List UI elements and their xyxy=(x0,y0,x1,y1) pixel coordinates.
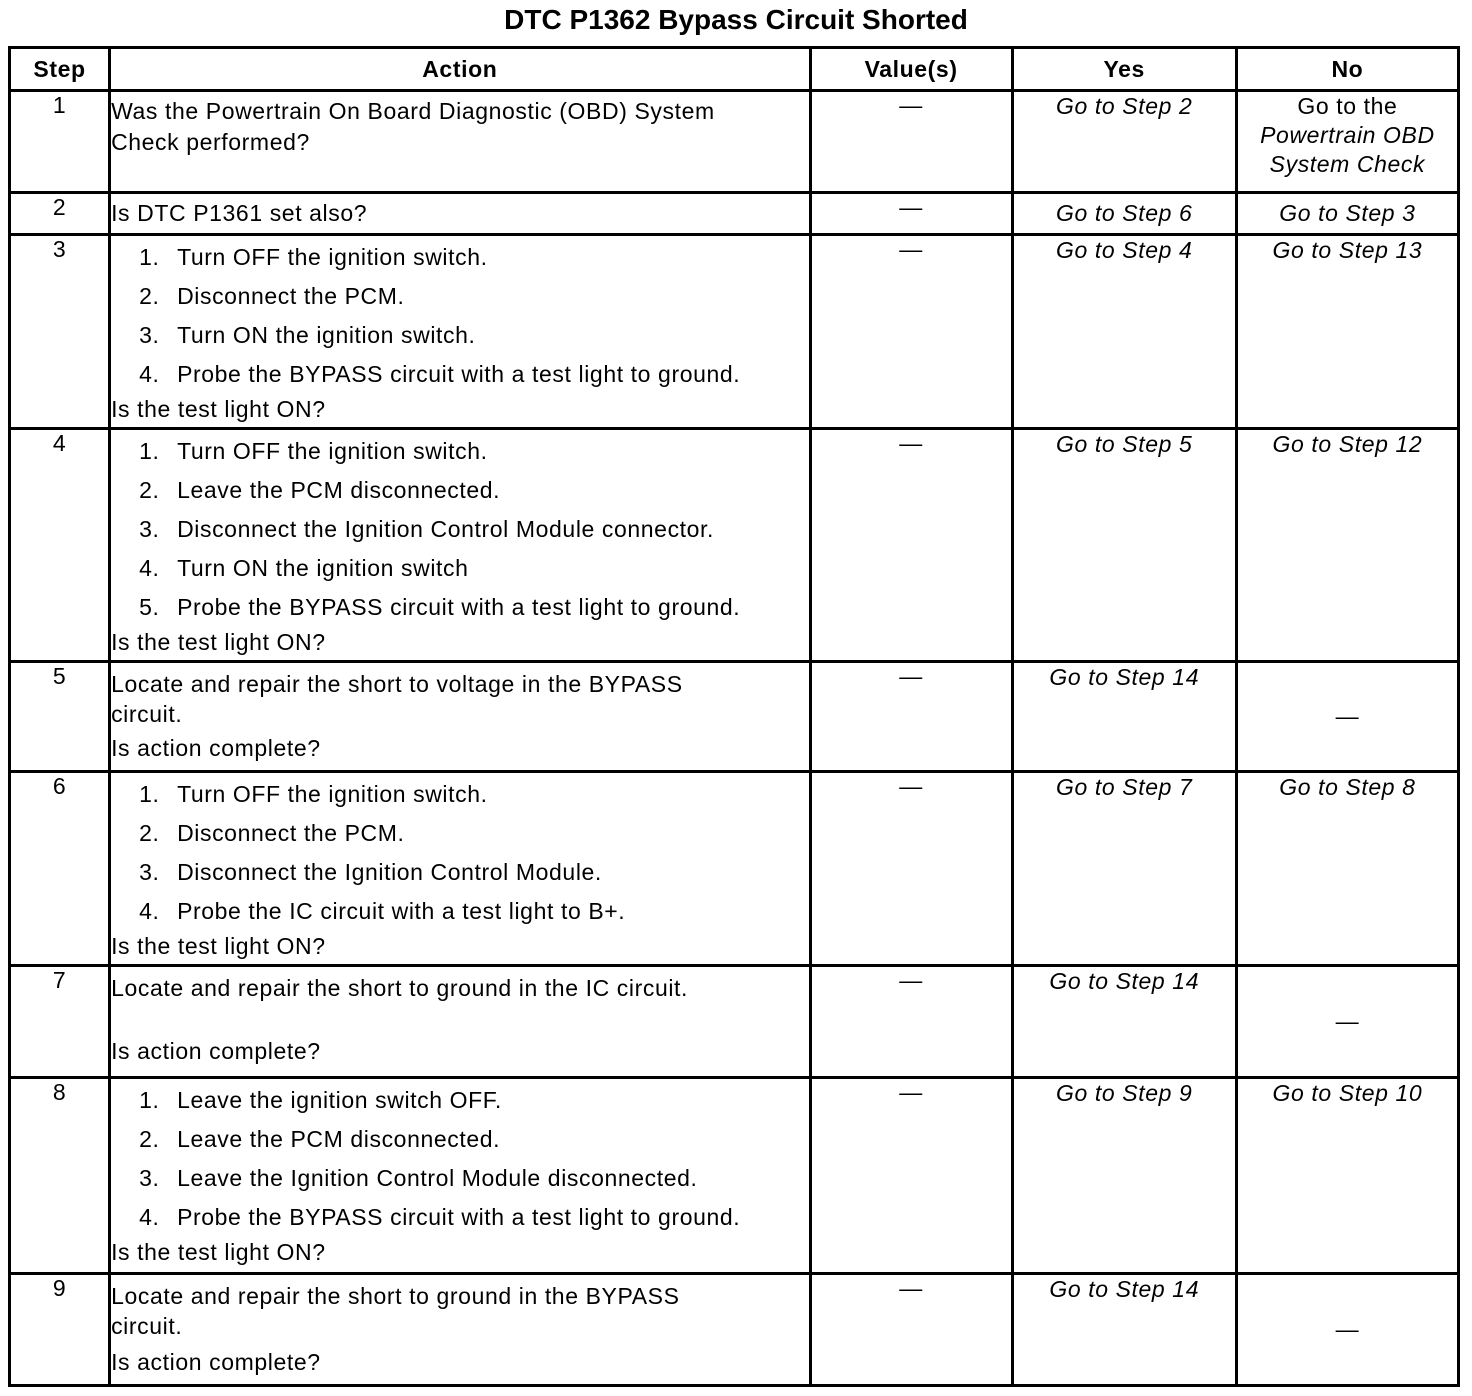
table-row xyxy=(10,772,1459,966)
question-text: Is the test light ON? xyxy=(111,1239,326,1265)
yes-cell: Go to Step 7 xyxy=(1012,772,1236,966)
no-cell: Go to Step 3 xyxy=(1236,193,1458,235)
step-number: 4 xyxy=(10,429,110,662)
value-cell: — xyxy=(810,662,1012,772)
yes-cell: Go to Step 4 xyxy=(1012,235,1236,429)
action-text: Locate and repair the short to voltage in the BYPASS circuit. xyxy=(111,671,683,727)
substep-list xyxy=(111,775,808,931)
substep: 3. Disconnect the Ignition Control Module. xyxy=(139,859,602,885)
value-cell: — xyxy=(810,235,1012,429)
yes-cell: Go to Step 14 xyxy=(1012,662,1236,772)
table-row xyxy=(10,91,1459,193)
substep: 3. Leave the Ignition Control Module disconnected. xyxy=(139,1165,698,1191)
step-number: 8 xyxy=(10,1078,110,1274)
no-cell: Go to Step 10 xyxy=(1236,1078,1458,1274)
question-text: Is action complete? xyxy=(111,735,321,761)
no-cell: Go to Step 13 xyxy=(1236,235,1458,429)
step-number: 3 xyxy=(10,235,110,429)
yes-cell: Go to Step 2 xyxy=(1012,91,1236,193)
column-header-step: Step xyxy=(10,48,110,91)
no-line: System Check xyxy=(1269,151,1426,177)
no-cell: — xyxy=(1236,662,1458,772)
step-number: 7 xyxy=(10,966,110,1078)
substep: 4. Turn ON the ignition switch xyxy=(139,555,469,581)
column-header-no: No xyxy=(1236,48,1458,91)
substep: 5. Probe the BYPASS circuit with a test light to ground. xyxy=(139,594,741,620)
table-row xyxy=(10,662,1459,772)
action-cell xyxy=(110,662,810,772)
yes-cell: Go to Step 6 xyxy=(1012,193,1236,235)
substep: 4. Probe the BYPASS circuit with a test light to ground. xyxy=(139,1204,741,1230)
action-text: Was the Powertrain On Board Diagnostic (OBD) System Check performed? xyxy=(110,91,810,193)
value-cell: — xyxy=(810,1078,1012,1274)
action-cell xyxy=(110,772,810,966)
substep: 4. Probe the IC circuit with a test light to B+. xyxy=(139,898,626,924)
question-text: Is the test light ON? xyxy=(111,629,326,655)
action-cell xyxy=(110,1274,810,1386)
step-number: 6 xyxy=(10,772,110,966)
diagnostic-table xyxy=(8,46,1460,1387)
yes-cell: Go to Step 14 xyxy=(1012,1274,1236,1386)
substep: 3. Turn ON the ignition switch. xyxy=(139,322,476,348)
substep: 1. Turn OFF the ignition switch. xyxy=(139,438,488,464)
column-header-values: Value(s) xyxy=(810,48,1012,91)
action-cell xyxy=(110,235,810,429)
value-cell: — xyxy=(810,429,1012,662)
substep-list xyxy=(111,432,808,627)
page-title: DTC P1362 Bypass Circuit Shorted xyxy=(504,4,968,35)
value-cell: — xyxy=(810,772,1012,966)
action-cell xyxy=(110,966,810,1078)
step-number: 2 xyxy=(10,193,110,235)
action-text: Locate and repair the short to ground in the BYPASS circuit. xyxy=(111,1283,680,1339)
table-row xyxy=(10,966,1459,1078)
substep: 2. Leave the PCM disconnected. xyxy=(139,1126,501,1152)
no-cell xyxy=(1236,91,1458,193)
substep: 1. Turn OFF the ignition switch. xyxy=(139,781,488,807)
table-row xyxy=(10,429,1459,662)
substep: 1. Turn OFF the ignition switch. xyxy=(139,244,488,270)
no-cell: — xyxy=(1236,966,1458,1078)
column-header-action: Action xyxy=(110,48,810,91)
value-cell: — xyxy=(810,966,1012,1078)
substep: 2. Leave the PCM disconnected. xyxy=(139,477,501,503)
substep-list xyxy=(111,238,808,394)
action-cell xyxy=(110,1078,810,1274)
table-row xyxy=(10,1078,1459,1274)
yes-cell: Go to Step 14 xyxy=(1012,966,1236,1078)
value-cell: — xyxy=(810,193,1012,235)
action-text: Is DTC P1361 set also? xyxy=(110,193,810,235)
table-row xyxy=(10,235,1459,429)
value-cell: — xyxy=(810,1274,1012,1386)
substep: 4. Probe the BYPASS circuit with a test light to ground. xyxy=(139,361,741,387)
step-number: 1 xyxy=(10,91,110,193)
table-row xyxy=(10,193,1459,235)
action-text: Locate and repair the short to ground in the IC circuit. xyxy=(111,975,689,1001)
table-row xyxy=(10,1274,1459,1386)
no-cell: Go to Step 12 xyxy=(1236,429,1458,662)
no-line: Go to the xyxy=(1297,93,1398,119)
substep: 1. Leave the ignition switch OFF. xyxy=(139,1087,502,1113)
header-row xyxy=(10,48,1459,91)
substep-list xyxy=(111,1081,808,1237)
action-cell xyxy=(110,429,810,662)
question-text: Is action complete? xyxy=(111,1038,321,1064)
column-header-yes: Yes xyxy=(1012,48,1236,91)
no-cell: — xyxy=(1236,1274,1458,1386)
substep: 2. Disconnect the PCM. xyxy=(139,283,405,309)
yes-cell: Go to Step 9 xyxy=(1012,1078,1236,1274)
no-line: Powertrain OBD xyxy=(1260,122,1435,148)
step-number: 5 xyxy=(10,662,110,772)
question-text: Is the test light ON? xyxy=(111,933,326,959)
value-cell: — xyxy=(810,91,1012,193)
no-cell: Go to Step 8 xyxy=(1236,772,1458,966)
yes-cell: Go to Step 5 xyxy=(1012,429,1236,662)
substep: 3. Disconnect the Ignition Control Module connector. xyxy=(139,516,715,542)
question-text: Is action complete? xyxy=(111,1349,321,1375)
substep: 2. Disconnect the PCM. xyxy=(139,820,405,846)
question-text: Is the test light ON? xyxy=(111,396,326,422)
step-number: 9 xyxy=(10,1274,110,1386)
